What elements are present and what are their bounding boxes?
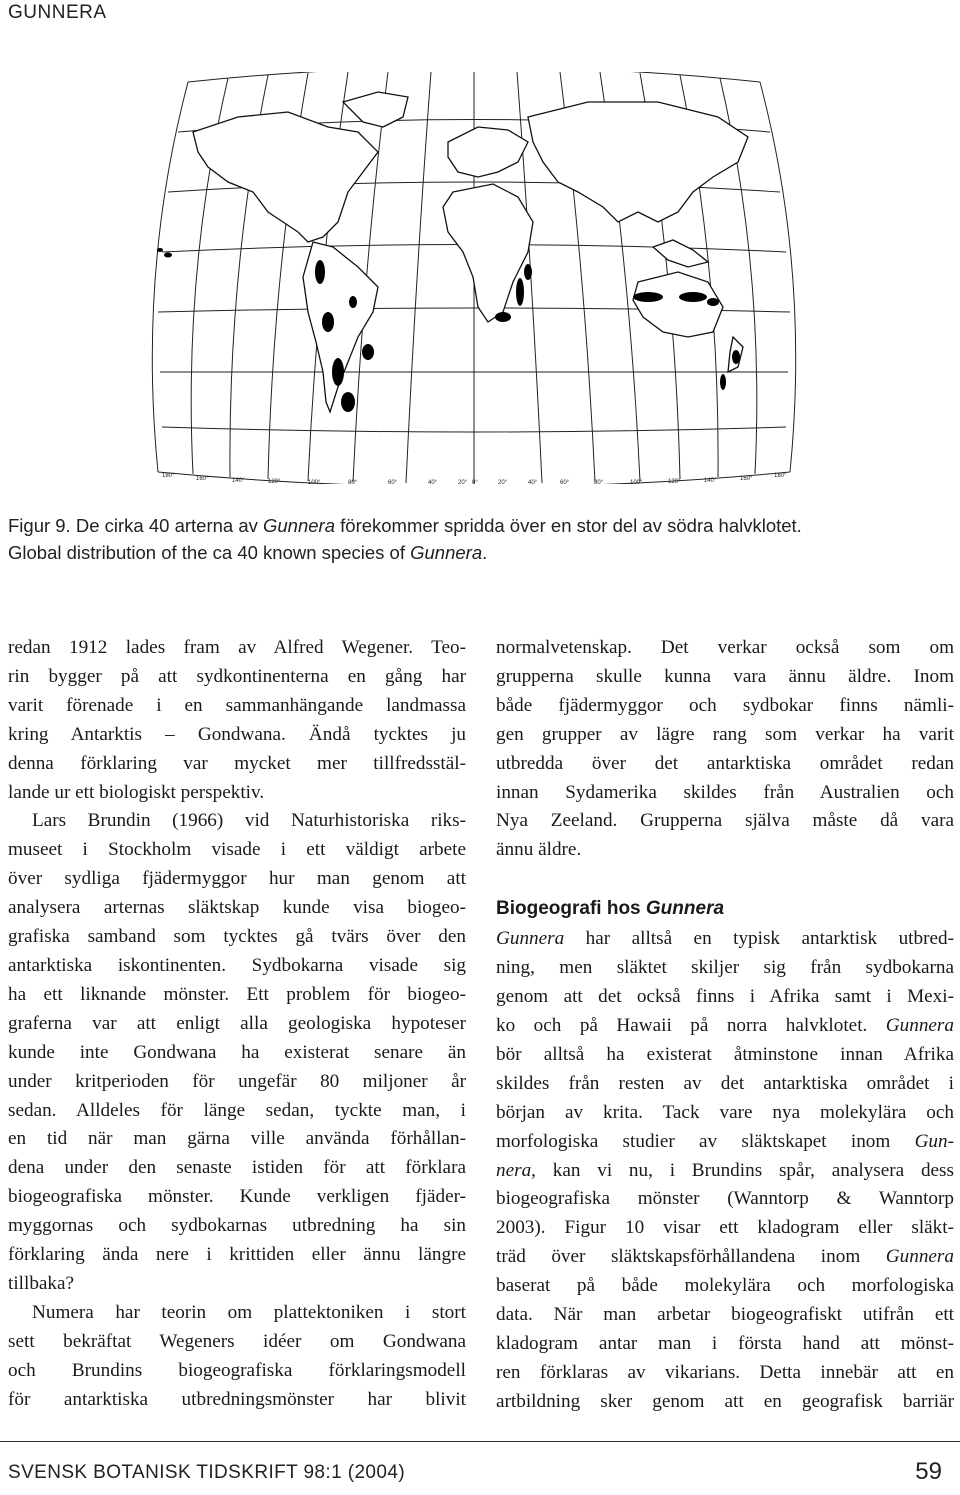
tick-label: 20° <box>498 480 508 484</box>
left-column <box>8 634 466 1414</box>
paragraph: redan 1912 lades fram av Alfred Wegener. Teo- rin bygger på att sydkontinenterna en gång har varit förenade i en sammanhängande landmassa kring Antarktis – Gondwana. Ändå tycktes ju denna förklaring var mycket mer tillfredsstäl- lande ur ett biologiskt perspektiv. <box>8 637 466 803</box>
paragraph: Numera har teorin om plattektoniken i stort sett bekräftat Wegeners idéer om Gondwana och Brundins biogeografiska förklaringsmodell för antarktiska utbredningsmönster har blivit <box>8 1301 466 1410</box>
tick-label: 80° <box>348 480 358 484</box>
tick-label: 180° <box>774 473 787 479</box>
paragraph: Lars Brundin (1966) vid Naturhistoriska riks- museet i Stockholm visade i ett väldigt arbete över sydliga fjädermyggor hur man genom att analysera arternas släktskap kunde visa biogeo- grafiska samband som tycktes gå tvärs över den antarktiska iskontinenten. Sydbokarna visade sig ha ett liknande mönster. Ett problem för biogeo- graferna var att enligt alla geologiska hypoteser kunde inte Gondwana ha existerat senare än under kritperioden för ungefär 80 miljoner år sedan. Alldeles för länge sedan, tyckte man, i en tid när man gärna ville använda förhållan- dena under den senaste istiden för att förklara biogeografiska mönster. Kunde verkligen fjäder- myggornas och sydbokarnas utbredning ha sin förklaring ända nere i krittiden eller ännu längre tillbaka? <box>8 810 466 1294</box>
caption-swedish: Figur 9. De cirka 40 arterna av Gunnera förekommer spridda över en stor del av södra halvklotet. <box>8 515 802 536</box>
tick-label: 140° <box>232 478 245 484</box>
tick-label: 100° <box>630 480 643 484</box>
journal-citation: SVENSK BOTANISK TIDSKRIFT 98:1 (2004) <box>8 1462 406 1483</box>
tick-label: 120° <box>268 479 281 484</box>
tick-label: 140° <box>704 478 717 484</box>
page-number: 59 <box>915 1458 942 1485</box>
gunnera-distribution <box>157 248 740 412</box>
tick-label: 100° <box>308 480 321 484</box>
tick-label: 160° <box>740 476 753 482</box>
paragraph: normalvetenskap. Det verkar också som om grupperna skulle kunna vara ännu äldre. Inom både fjädermyggor och sydbokar finns nämli- gen grupper av lägre rang som verkar ha varit utbredda över det antarktiska området redan innan Sydamerika skildes från Australien och Nya Zeeland. Grupperna själva måste då vara ännu äldre. <box>496 637 954 861</box>
tick-label: 60° <box>560 480 570 484</box>
tick-label: 120° <box>668 479 681 484</box>
caption-english: Global distribution of the ca 40 known species of Gunnera. <box>8 542 488 563</box>
section-heading: Biogeografi hos Gunnera <box>496 898 725 920</box>
tick-label: 40° <box>528 480 538 484</box>
longitude-tick-labels <box>162 473 787 484</box>
continents <box>193 92 748 412</box>
running-header: GUNNERA <box>8 2 107 23</box>
tick-label: 180° <box>162 473 175 479</box>
tick-label: 40° <box>428 480 438 484</box>
right-column <box>496 634 954 1417</box>
paragraph: Gunnera har alltså en typisk antarktisk utbred- ning, men släktet skiljer sig från sydbokarna genom att det också finns i Afrika samt i Mexi- ko och på Hawaii på norra halvklotet. Gunnera bör alltså ha existerat åtminstone innan Afrika skildes från resten av det antarktiska området i början av krita. Tack vare nya molekylära och morfologiska studier av släktskapet inom Gun- nera, kan vi nu, i Brundins spår, analysera dess biogeografiska mönster (Wanntorp & Wanntorp 2003). Figur 10 visar ett kladogram eller släkt- träd över släktskapsförhållandena inom Gunnera baserat på både molekylära och morfologiska data. När man arbetar biogeografiskt utifrån ett kladogram antar man i första hand att mönst- ren förklaras av vikarians. Detta innebär att en artbildning sker genom att en geografisk barriär <box>496 928 954 1412</box>
figure-caption <box>8 512 953 566</box>
tick-label: 160° <box>196 476 209 482</box>
tick-label: 80° <box>594 480 604 484</box>
tick-label: 0° <box>472 480 478 484</box>
tick-label: 20° <box>458 480 468 484</box>
tick-label: 60° <box>388 480 398 484</box>
footer-rule <box>0 1441 960 1442</box>
distribution-map <box>148 72 800 484</box>
